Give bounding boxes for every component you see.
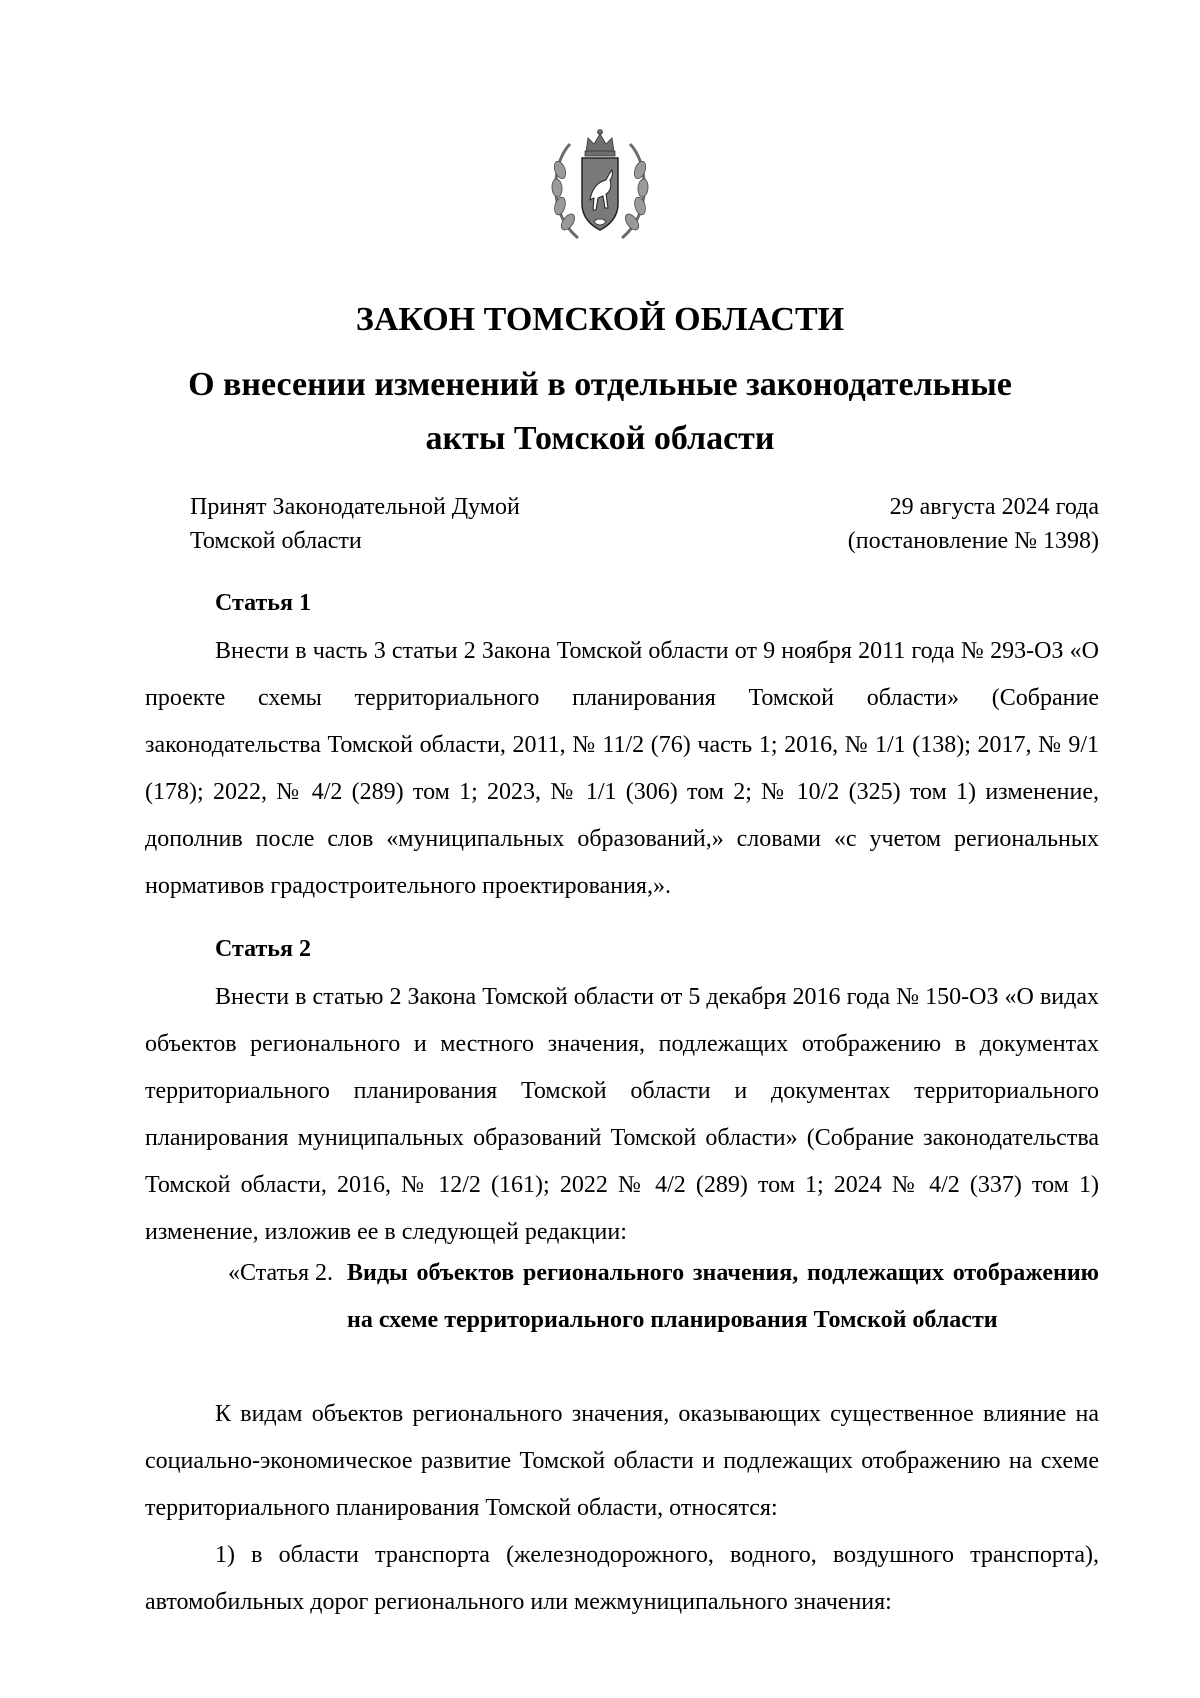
quoted-article-number: «Статья 2.: [228, 1260, 333, 1286]
quoted-article-paragraph: К видам объектов регионального значения, оказывающих существенное влияние на социально-экономическое развитие Томской области и подлежащих отображению на схеме территориального планирования Томской области, относятся:: [145, 1401, 1099, 1521]
article1-heading: Статья 1: [215, 590, 311, 616]
coat-of-arms-emblem: [548, 126, 652, 248]
article2-text: Внести в статью 2 Закона Томской области от 5 декабря 2016 года № 150-ОЗ «О видах объектов регионального и местного значения, подлежащих отображению в документах территориального планирования Томской области и документах территориального планирования муниципальных образований Томской области» (Собрание законодательства Томской области, 2016, № 12/2 (161); 2022 № 4/2 (289) том 1; 2024 № 4/2 (337) том 1) изменение, изложив ее в следующей редакции:: [145, 984, 1099, 1245]
adoption-authority-line1: Принят Законодательной Думой: [190, 494, 520, 520]
article1-text: Внести в часть 3 статьи 2 Закона Томской области от 9 ноября 2011 года № 293-ОЗ «О проекте схемы территориального планирования Томской области» (Собрание законодательства Томской области, 2011, № 11/2 (76) часть 1; 2016, № 1/1 (138); 2017, № 9/1 (178); 2022, № 4/2 (289) том 1; 2023, № 1/1 (306) том 2; № 10/2 (325) том 1) изменение, дополнив после слов «муниципальных образований,» словами «с учетом региональных нормативов градостроительного проектирования,».: [145, 638, 1099, 899]
adoption-authority: [190, 490, 520, 558]
adoption-authority-line2: Томской области: [190, 528, 362, 554]
law-title: ЗАКОН ТОМСКОЙ ОБЛАСТИ: [355, 301, 845, 338]
quoted-article-item-1: 1) в области транспорта (железнодорожного, водного, воздушного транспорта), автомобильных дорог регионального или межмуниципального значения:: [145, 1542, 1099, 1615]
article2-heading: Статья 2: [215, 936, 311, 962]
adoption-date-line: 29 августа 2024 года: [889, 494, 1099, 520]
quoted-article-title: Виды объектов регионального значения, подлежащих отображению на схеме территориального планирования Томской области: [346, 1260, 1099, 1333]
quoted-article-heading: [228, 1250, 1099, 1344]
adoption-date: [848, 490, 1099, 558]
resolution-number: (постановление № 1398): [847, 528, 1099, 554]
law-subtitle: О внесении изменений в отдельные законодательные акты Томской области: [188, 366, 1012, 457]
